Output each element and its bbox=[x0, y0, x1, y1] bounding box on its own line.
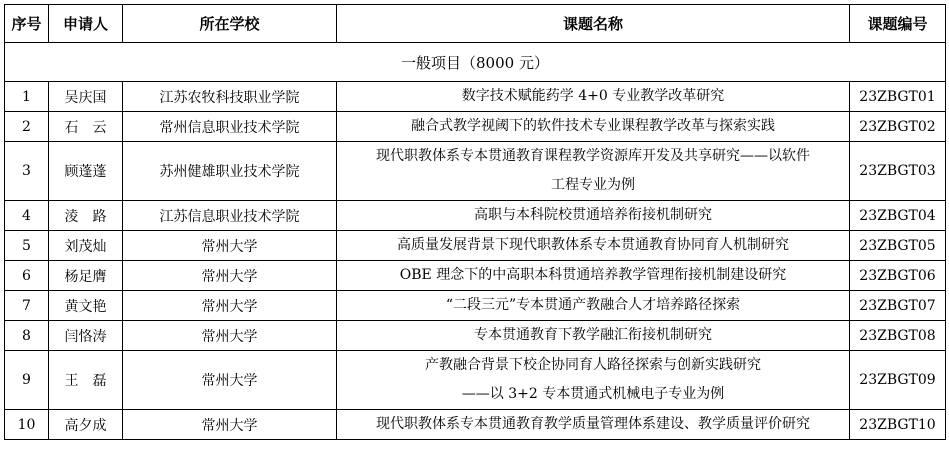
table-row bbox=[5, 321, 946, 351]
row-code: 23ZBGT01 bbox=[850, 82, 946, 112]
row-no: 6 bbox=[5, 261, 49, 291]
row-code: 23ZBGT07 bbox=[850, 291, 946, 321]
row-no: 5 bbox=[5, 231, 49, 261]
row-school: 常州大学 bbox=[123, 261, 337, 291]
row-applicant: 杨足膺 bbox=[49, 261, 123, 291]
row-school: 常州大学 bbox=[123, 321, 337, 351]
row-no: 1 bbox=[5, 82, 49, 112]
row-title-line: 现代职教体系专本贯通教育课程教学资源库开发及共享研究——以软件 bbox=[376, 148, 810, 164]
row-school: 苏州健雄职业技术学院 bbox=[123, 142, 337, 201]
row-title bbox=[337, 351, 850, 410]
row-code: 23ZBGT10 bbox=[850, 410, 946, 440]
project-table bbox=[4, 4, 946, 440]
row-title-line: 现代职教体系专本贯通教育教学质量管理体系建设、教学质量评价研究 bbox=[376, 416, 810, 432]
row-applicant: 顾蓬蓬 bbox=[49, 142, 123, 201]
table-row bbox=[5, 410, 946, 440]
table-row bbox=[5, 112, 946, 142]
row-applicant: 刘茂灿 bbox=[49, 231, 123, 261]
row-applicant: 吴庆国 bbox=[49, 82, 123, 112]
table-row bbox=[5, 261, 946, 291]
row-applicant: 淩 路 bbox=[49, 201, 123, 231]
header-row bbox=[5, 5, 946, 43]
table-row bbox=[5, 82, 946, 112]
table-row bbox=[5, 142, 946, 201]
row-title bbox=[337, 291, 850, 321]
row-code: 23ZBGT03 bbox=[850, 142, 946, 201]
row-title-line: 高职与本科院校贯通培养衔接机制研究 bbox=[474, 207, 712, 223]
row-title bbox=[337, 112, 850, 142]
row-title-line: 产教融合背景下校企协同育人路径探索与创新实践研究 bbox=[425, 357, 761, 373]
section-label: 一般项目（8000 元） bbox=[5, 43, 946, 82]
row-title-line: ——以 3+2 专本贯通式机械电子专业为例 bbox=[461, 386, 725, 402]
table-row bbox=[5, 231, 946, 261]
row-code: 23ZBGT08 bbox=[850, 321, 946, 351]
row-title-line: 专本贯通教育下教学融汇衔接机制研究 bbox=[474, 327, 712, 343]
row-title bbox=[337, 261, 850, 291]
row-no: 7 bbox=[5, 291, 49, 321]
header-school: 所在学校 bbox=[123, 5, 337, 43]
header-applicant: 申请人 bbox=[49, 5, 123, 43]
row-school: 常州大学 bbox=[123, 410, 337, 440]
table-row bbox=[5, 291, 946, 321]
row-title-line: 工程专业为例 bbox=[551, 177, 635, 193]
table-row bbox=[5, 351, 946, 410]
row-code: 23ZBGT04 bbox=[850, 201, 946, 231]
row-title bbox=[337, 231, 850, 261]
row-no: 10 bbox=[5, 410, 49, 440]
row-no: 4 bbox=[5, 201, 49, 231]
row-applicant: 高夕成 bbox=[49, 410, 123, 440]
row-no: 8 bbox=[5, 321, 49, 351]
row-applicant: 黄文艳 bbox=[49, 291, 123, 321]
row-school: 江苏信息职业技术学院 bbox=[123, 201, 337, 231]
row-code: 23ZBGT02 bbox=[850, 112, 946, 142]
row-school: 常州大学 bbox=[123, 231, 337, 261]
row-no: 2 bbox=[5, 112, 49, 142]
row-title-line: OBE 理念下的中高职本科贯通培养教学管理衔接机制建设研究 bbox=[399, 267, 787, 283]
row-title bbox=[337, 410, 850, 440]
row-title bbox=[337, 82, 850, 112]
row-school: 常州信息职业技术学院 bbox=[123, 112, 337, 142]
row-no: 3 bbox=[5, 142, 49, 201]
row-school: 常州大学 bbox=[123, 351, 337, 410]
row-title-line: 融合式教学视阈下的软件技术专业课程教学改革与探索实践 bbox=[411, 118, 775, 134]
row-title bbox=[337, 321, 850, 351]
row-title-line: “二段三元”专本贯通产教融合人才培养路径探索 bbox=[445, 297, 741, 313]
row-code: 23ZBGT09 bbox=[850, 351, 946, 410]
row-applicant: 王 磊 bbox=[49, 351, 123, 410]
row-title-line: 数字技术赋能药学 4+0 专业教学改革研究 bbox=[461, 88, 725, 104]
row-applicant: 石 云 bbox=[49, 112, 123, 142]
row-title bbox=[337, 142, 850, 201]
header-code: 课题编号 bbox=[850, 5, 946, 43]
row-school: 常州大学 bbox=[123, 291, 337, 321]
row-school: 江苏农牧科技职业学院 bbox=[123, 82, 337, 112]
table-row bbox=[5, 201, 946, 231]
header-title: 课题名称 bbox=[337, 5, 850, 43]
row-title-line: 高质量发展背景下现代职教体系专本贯通教育协同育人机制研究 bbox=[397, 237, 789, 253]
row-no: 9 bbox=[5, 351, 49, 410]
row-code: 23ZBGT05 bbox=[850, 231, 946, 261]
header-no: 序号 bbox=[5, 5, 49, 43]
row-code: 23ZBGT06 bbox=[850, 261, 946, 291]
section-row bbox=[5, 43, 946, 82]
row-applicant: 闫恪涛 bbox=[49, 321, 123, 351]
row-title bbox=[337, 201, 850, 231]
